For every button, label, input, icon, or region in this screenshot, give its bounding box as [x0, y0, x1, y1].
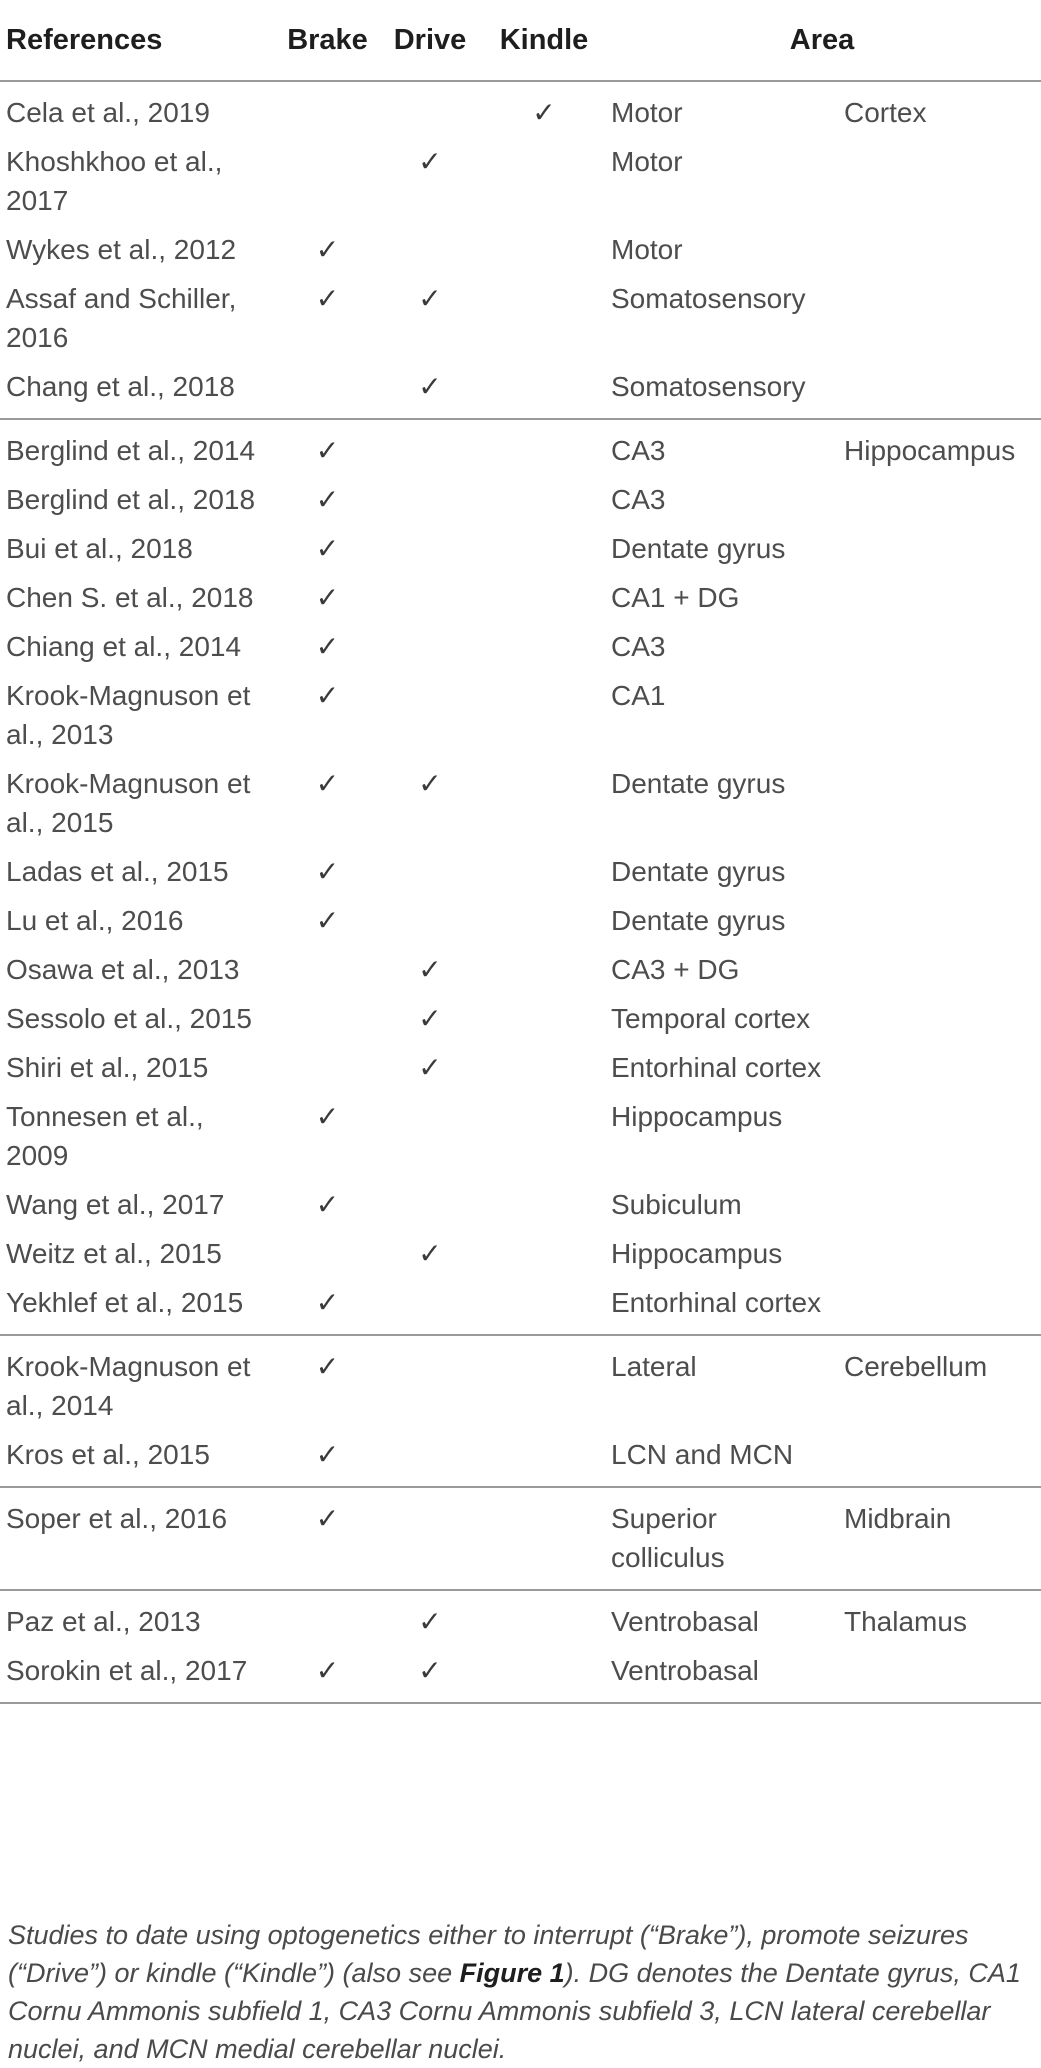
region-label: Thalamus [836, 1590, 1041, 1645]
reference-cell: Osawa et al., 2013 [6, 954, 240, 985]
area-cell: Ventrobasal [603, 1590, 836, 1645]
check-mark-icon: ✓ [315, 856, 340, 887]
area-cell: CA3 [603, 419, 836, 474]
area-cell: Motor [611, 146, 683, 177]
table-row [0, 136, 1041, 224]
brake-cell [280, 474, 375, 523]
region-empty [836, 670, 1041, 758]
drive-cell [375, 1042, 485, 1091]
drive-cell [375, 1645, 485, 1703]
kindle-cell [485, 1277, 603, 1335]
area-cell: CA3 + DG [611, 954, 740, 985]
table-group-thalamus [0, 1590, 1041, 1703]
kindle-cell [485, 846, 603, 895]
region-empty [836, 224, 1041, 273]
brake-cell [280, 419, 375, 474]
drive-cell [375, 136, 485, 224]
drive-cell [375, 1335, 485, 1429]
area-cell: Superior colliculus [603, 1487, 836, 1590]
area-cell: Ventrobasal [603, 1645, 836, 1703]
area-cell: Dentate gyrus [611, 856, 786, 887]
reference-cell: Paz et al., 2013 [0, 1590, 280, 1645]
caption-text-end: ). DG denotes the Dentate gyrus, CA1 Cornu Ammonis subfield 1, CA3 Cornu Ammonis subfield 3, LCN lateral cerebellar nuclei, and MCN medial cerebellar nuclei. [8, 1958, 1021, 2064]
table-row [0, 1590, 1041, 1645]
check-mark-icon: ✓ [315, 680, 340, 711]
kindle-cell [485, 474, 603, 523]
brake-cell [280, 1590, 375, 1645]
kindle-cell [485, 621, 603, 670]
check-mark-icon: ✓ [315, 234, 340, 265]
table-row [0, 81, 1041, 136]
check-mark-icon: ✓ [315, 1503, 340, 1534]
drive-cell [375, 1228, 485, 1277]
region-empty [836, 474, 1041, 523]
drive-cell [375, 273, 485, 361]
kindle-cell [485, 523, 603, 572]
area-cell: Hippocampus [611, 1238, 783, 1269]
reference-cell: Cela et al., 2019 [6, 97, 210, 128]
table-row [0, 419, 1041, 474]
region-empty [836, 1091, 1041, 1179]
table-row [0, 572, 1041, 621]
brake-cell [280, 273, 375, 361]
region-empty [836, 1645, 1041, 1703]
table-row [0, 1645, 1041, 1703]
reference-cell: Soper et al., 2016 [0, 1487, 280, 1590]
brake-cell [280, 993, 375, 1042]
reference-cell: Krook-Magnuson et al., 2013 [6, 680, 251, 750]
check-mark-icon: ✓ [315, 1351, 340, 1382]
table-row [0, 1091, 1041, 1179]
reference-cell: Wang et al., 2017 [6, 1189, 225, 1220]
header-brake: Brake [280, 0, 375, 81]
check-mark-icon: ✓ [315, 1655, 340, 1686]
area-cell: Motor [611, 97, 683, 128]
brake-cell [280, 944, 375, 993]
check-mark-icon: ✓ [315, 1439, 340, 1470]
area-cell: CA3 [611, 484, 666, 515]
table-row [0, 670, 1041, 758]
brake-cell [280, 846, 375, 895]
drive-cell [375, 81, 485, 136]
region-empty [836, 1277, 1041, 1335]
brake-cell [280, 136, 375, 224]
check-mark-icon: ✓ [418, 1655, 442, 1686]
drive-cell [375, 474, 485, 523]
region-empty [836, 944, 1041, 993]
table-row [0, 758, 1041, 846]
region-empty [836, 1042, 1041, 1091]
check-mark-icon: ✓ [315, 1101, 340, 1132]
reference-cell: Kros et al., 2015 [6, 1439, 210, 1470]
header-kindle: Kindle [485, 0, 603, 81]
region-label: Cortex [844, 97, 927, 128]
check-mark-icon: ✓ [315, 435, 340, 466]
kindle-cell [485, 81, 603, 136]
brake-cell [280, 523, 375, 572]
region-empty [836, 1179, 1041, 1228]
region-empty [836, 361, 1041, 419]
table-group-hippocampus [0, 419, 1041, 1335]
drive-cell [375, 1277, 485, 1335]
kindle-cell [485, 1228, 603, 1277]
check-mark-icon: ✓ [315, 533, 340, 564]
table-row [0, 273, 1041, 361]
table-row [0, 523, 1041, 572]
kindle-cell [485, 1042, 603, 1091]
table-row [0, 993, 1041, 1042]
brake-cell [280, 81, 375, 136]
figure-reference: Figure 1 [459, 1958, 565, 1988]
area-cell: CA1 [611, 680, 666, 711]
brake-cell [280, 621, 375, 670]
table-row [0, 1179, 1041, 1228]
table-row [0, 1429, 1041, 1487]
brake-cell [280, 758, 375, 846]
drive-cell [375, 361, 485, 419]
region-label: Midbrain [836, 1487, 1041, 1590]
area-cell: Somatosensory [611, 283, 806, 314]
region-empty [836, 846, 1041, 895]
region-empty [836, 1228, 1041, 1277]
caption-text-start: Studies to date using optogenetics either to interrupt (“Brake”), promote seizures (“Drive”) or kindle (“Kindle”) (also see [8, 1920, 969, 1988]
reference-cell: Wykes et al., 2012 [6, 234, 237, 265]
kindle-cell [485, 224, 603, 273]
table-row [0, 944, 1041, 993]
area-cell: LCN and MCN [611, 1439, 794, 1470]
table-group-cortex [0, 81, 1041, 419]
brake-cell [280, 224, 375, 273]
brake-cell [280, 1228, 375, 1277]
table-group-midbrain [0, 1487, 1041, 1590]
check-mark-icon: ✓ [315, 1287, 340, 1318]
check-mark-icon: ✓ [315, 582, 340, 613]
kindle-cell [485, 273, 603, 361]
header-row [0, 0, 1041, 81]
area-cell: Somatosensory [611, 371, 806, 402]
kindle-cell [485, 1645, 603, 1703]
reference-cell: Chang et al., 2018 [6, 371, 235, 402]
region-empty [836, 758, 1041, 846]
area-cell: CA1 + DG [611, 582, 740, 613]
check-mark-icon: ✓ [315, 905, 340, 936]
check-mark-icon: ✓ [418, 283, 442, 314]
header-references: References [0, 0, 280, 81]
drive-cell [375, 1590, 485, 1645]
kindle-cell [485, 1179, 603, 1228]
table-caption [8, 1916, 1036, 2068]
drive-cell [375, 1487, 485, 1590]
brake-cell [280, 1335, 375, 1429]
table-row [0, 474, 1041, 523]
drive-cell [375, 523, 485, 572]
reference-cell: Chiang et al., 2014 [6, 631, 242, 662]
kindle-cell [485, 758, 603, 846]
brake-cell [280, 1042, 375, 1091]
region-empty [836, 273, 1041, 361]
brake-cell [280, 361, 375, 419]
check-mark-icon: ✓ [418, 1052, 442, 1083]
area-cell: CA3 [611, 631, 666, 662]
drive-cell [375, 1429, 485, 1487]
header-area: Area [603, 0, 1041, 81]
brake-cell [280, 1487, 375, 1590]
check-mark-icon: ✓ [418, 1238, 442, 1269]
kindle-cell [485, 1487, 603, 1590]
drive-cell [375, 895, 485, 944]
check-mark-icon: ✓ [315, 283, 340, 314]
area-cell: Subiculum [611, 1189, 742, 1220]
reference-cell: Chen S. et al., 2018 [6, 582, 254, 613]
region-empty [836, 993, 1041, 1042]
drive-cell [375, 572, 485, 621]
kindle-cell [485, 1091, 603, 1179]
reference-cell: Krook-Magnuson et al., 2015 [6, 768, 251, 838]
area-cell: Motor [611, 234, 683, 265]
brake-cell [280, 895, 375, 944]
table-row [0, 361, 1041, 419]
kindle-cell [485, 670, 603, 758]
drive-cell [375, 621, 485, 670]
area-cell: Hippocampus [611, 1101, 783, 1132]
drive-cell [375, 993, 485, 1042]
reference-cell: Krook-Magnuson et al., 2014 [0, 1335, 280, 1429]
reference-cell: Tonnesen et al., 2009 [6, 1101, 204, 1171]
table-row [0, 621, 1041, 670]
check-mark-icon: ✓ [315, 631, 340, 662]
table-header [0, 0, 1041, 81]
brake-cell [280, 1179, 375, 1228]
table-row [0, 1487, 1041, 1590]
reference-cell: Berglind et al., 2014 [0, 419, 280, 474]
drive-cell [375, 1091, 485, 1179]
region-empty [836, 1429, 1041, 1487]
reference-cell: Berglind et al., 2018 [6, 484, 256, 515]
area-cell: Entorhinal cortex [611, 1287, 822, 1318]
table-row [0, 224, 1041, 273]
kindle-cell [485, 419, 603, 474]
header-drive: Drive [375, 0, 485, 81]
area-cell: Temporal cortex [611, 1003, 811, 1034]
check-mark-icon: ✓ [532, 97, 556, 128]
region-empty [836, 136, 1041, 224]
reference-cell: Ladas et al., 2015 [6, 856, 229, 887]
reference-cell: Sessolo et al., 2015 [6, 1003, 252, 1034]
brake-cell [280, 1645, 375, 1703]
check-mark-icon: ✓ [315, 484, 340, 515]
area-cell: Dentate gyrus [611, 768, 786, 799]
region-empty [836, 895, 1041, 944]
kindle-cell [485, 1429, 603, 1487]
kindle-cell [485, 1590, 603, 1645]
brake-cell [280, 1091, 375, 1179]
reference-cell: Bui et al., 2018 [6, 533, 193, 564]
kindle-cell [485, 136, 603, 224]
reference-cell: Yekhlef et al., 2015 [6, 1287, 244, 1318]
area-cell: Lateral [603, 1335, 836, 1429]
kindle-cell [485, 572, 603, 621]
drive-cell [375, 1179, 485, 1228]
table-row [0, 1277, 1041, 1335]
area-cell: Dentate gyrus [611, 905, 786, 936]
table-row [0, 846, 1041, 895]
check-mark-icon: ✓ [418, 768, 442, 799]
kindle-cell [485, 361, 603, 419]
region-label: Hippocampus [836, 419, 1041, 474]
drive-cell [375, 944, 485, 993]
region-empty [836, 621, 1041, 670]
check-mark-icon: ✓ [315, 768, 340, 799]
brake-cell [280, 572, 375, 621]
kindle-cell [485, 1335, 603, 1429]
table-group-cerebellum [0, 1335, 1041, 1487]
region-empty [836, 523, 1041, 572]
reference-cell: Sorokin et al., 2017 [0, 1645, 280, 1703]
area-cell: Dentate gyrus [611, 533, 786, 564]
brake-cell [280, 1277, 375, 1335]
check-mark-icon: ✓ [418, 371, 442, 402]
brake-cell [280, 1429, 375, 1487]
check-mark-icon: ✓ [315, 1189, 340, 1220]
reference-cell: Weitz et al., 2015 [6, 1238, 222, 1269]
table-row [0, 1228, 1041, 1277]
region-empty [836, 572, 1041, 621]
kindle-cell [485, 895, 603, 944]
check-mark-icon: ✓ [418, 146, 442, 177]
reference-cell: Shiri et al., 2015 [6, 1052, 209, 1083]
area-cell: Entorhinal cortex [611, 1052, 822, 1083]
reference-cell: Lu et al., 2016 [6, 905, 184, 936]
drive-cell [375, 419, 485, 474]
check-mark-icon: ✓ [418, 1003, 442, 1034]
brake-cell [280, 670, 375, 758]
table-row [0, 895, 1041, 944]
table-row [0, 1042, 1041, 1091]
drive-cell [375, 224, 485, 273]
drive-cell [375, 670, 485, 758]
reference-cell: Assaf and Schiller, 2016 [6, 283, 237, 353]
drive-cell [375, 758, 485, 846]
check-mark-icon: ✓ [418, 954, 442, 985]
reference-cell: Khoshkhoo et al., 2017 [6, 146, 223, 216]
check-mark-icon: ✓ [418, 1606, 442, 1637]
kindle-cell [485, 993, 603, 1042]
kindle-cell [485, 944, 603, 993]
table-row [0, 1335, 1041, 1429]
region-label: Cerebellum [836, 1335, 1041, 1429]
drive-cell [375, 846, 485, 895]
